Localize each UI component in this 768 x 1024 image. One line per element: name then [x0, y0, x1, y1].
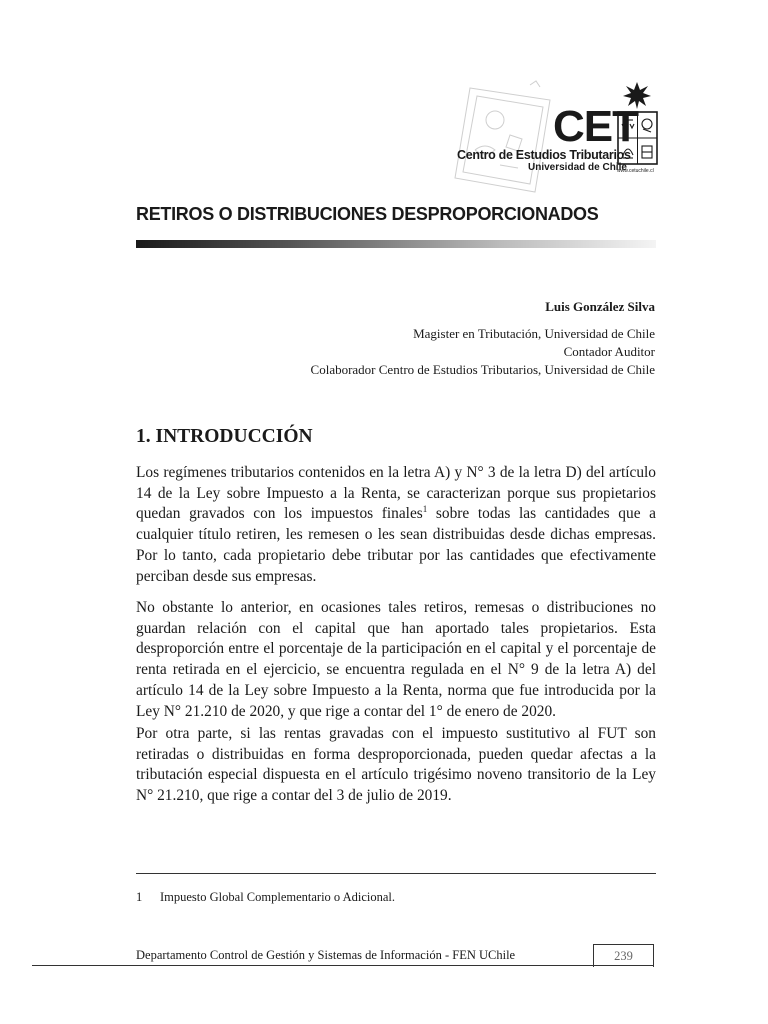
author-affiliation-3: Colaborador Centro de Estudios Tributarios, Universidad de Chile: [310, 362, 655, 377]
author-block: [311, 298, 655, 379]
footnote: [136, 890, 395, 905]
title-gradient-bar: [136, 240, 656, 248]
paragraph-3-text: Por otra parte, si las rentas gravadas con el impuesto sustitutivo al FUT son retiradas o distribuidas en forma desproporcionada, pueden quedar afectas a la tributación especial dispuesta en el artículo trigésimo noveno transitorio de la Ley N° 21.210, que rige a contar del 3 de julio de 2019.: [136, 725, 656, 805]
logo-name: Centro de Estudios Tributarios: [457, 148, 631, 162]
logo-university: Universidad de Chile: [528, 162, 627, 173]
logo-acronym: CET: [553, 102, 638, 151]
shield-icon: [615, 80, 660, 168]
page-footer-text: Departamento Control de Gestión y Sistemas de Información - FEN UChile: [136, 948, 516, 962]
paragraph-2: [136, 598, 656, 722]
footnote-marker: 1: [422, 504, 428, 515]
paragraph-2-text: No obstante lo anterior, en ocasiones tales retiros, remesas o distribuciones no guardan relación con el capital que han aportado tales propietarios. Esta desproporción entre el porcentaje de la participación en el capital y el porcentaje de renta retirada en el ejercicio, se encuentra regulada en el N° 9 de la letra A) del artículo 14 de la Ley sobre Impuesto a la Renta, norma que fue introducida por la Ley N° 21.210 de 2020, y que rige a contar del 1° de enero de 2020.: [136, 599, 656, 720]
footer-divider: [32, 965, 654, 966]
paragraph-1-text-b: sobre todas las cantidades que a cualquier título retiren, les remesen o les sean distribuidas desde dichas empresas. Por lo tanto, cada propietario debe tributar por las cantidades que efectivamente perciban desde sus empresas.: [136, 505, 656, 585]
page-number: 239: [593, 944, 654, 967]
footnote-text: Impuesto Global Complementario o Adicional.: [160, 890, 396, 904]
article-title: RETIROS O DISTRIBUCIONES DESPROPORCIONADOS: [136, 204, 599, 224]
paragraph-1-text-a: Los regímenes tributarios contenidos en la letra A) y N° 3 de la letra D) del artículo 14 de la Ley sobre Impuesto a la Renta, se caracterizan porque sus propietarios quedan gravados con los impuestos finales: [136, 464, 656, 523]
footnote-number: 1: [136, 890, 143, 904]
paragraph-3: [136, 724, 656, 807]
section-heading: 1. INTRODUCCIÓN: [136, 426, 313, 447]
logo-url: www.cetuchile.cl: [617, 168, 654, 174]
author-affiliation-2: Contador Auditor: [563, 344, 655, 359]
paragraph-1: [136, 463, 656, 587]
author-affiliation-1: Magister en Tributación, Universidad de Chile: [413, 326, 655, 341]
cet-logo: [430, 80, 670, 195]
footnote-divider: [136, 873, 656, 874]
author-name: Luis González Silva: [545, 299, 655, 314]
